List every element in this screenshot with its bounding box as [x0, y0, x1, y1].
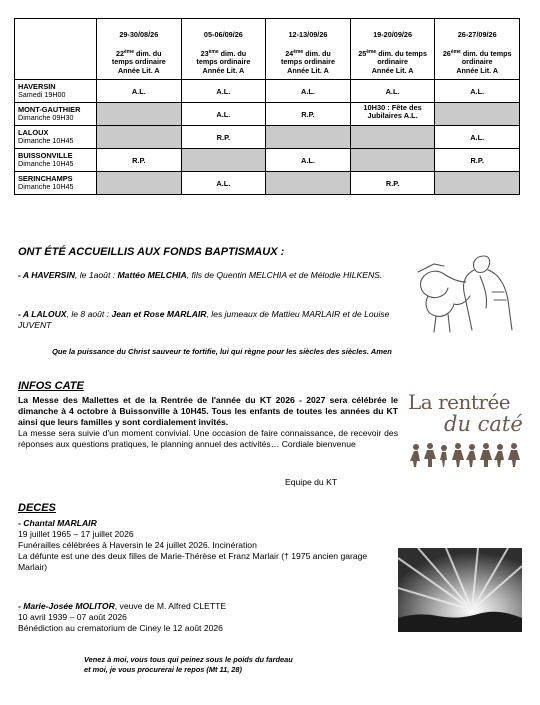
- schedule-row-haversin: [15, 80, 520, 103]
- baptism-haversin: - A HAVERSIN, le 1août : Mattéo MELCHIA, fils de Quentin MELCHIA et de Mélodie HILKENS.: [18, 270, 383, 280]
- deces-quote: Venez à moi, vous tous qui peinez sous le poids du fardeau et moi, je vous procurerai le repos (Mt 11, 28): [84, 655, 293, 674]
- place-cell: BUISSONVILLE Dimanche 10H45: [15, 149, 97, 172]
- schedule-row-laloux: [15, 126, 520, 149]
- week-header: 26-27/09/26 26ème dim. du temps ordinaire Année Lit. A: [435, 19, 520, 80]
- schedule-cell: R.P.: [97, 149, 182, 172]
- deces-title: DECES: [18, 502, 56, 514]
- baptism-title: ONT ÉTÉ ACCUEILLIS AUX FONDS BAPTISMAUX :: [18, 246, 285, 258]
- week-header: 19-20/09/26 25ème dim. du temps ordinaire Année Lit. A: [350, 19, 435, 80]
- schedule-cell: A.L.: [266, 80, 351, 103]
- cate-signature: Equipe du KT: [285, 477, 338, 487]
- schedule-cell-empty: [266, 126, 351, 149]
- light-rays-photo: [398, 548, 522, 632]
- schedule-cell-empty: [435, 172, 520, 195]
- schedule-cell: A.L.: [181, 172, 266, 195]
- schedule-cell: A.L.: [266, 149, 351, 172]
- baptism-laloux: - A LALOUX, le 8 août : Jean et Rose MARLAIR, les jumeaux de Mattieu MARLAIR et de Louise JUVENT: [18, 309, 390, 330]
- schedule-cell-jubilee: 10H30 : Fête des Jubilaires A.L.: [350, 103, 435, 126]
- place-cell: HAVERSIN Samedi 19H00: [15, 80, 97, 103]
- schedule-corner-cell: [15, 19, 97, 80]
- cate-title: INFOS CATE: [18, 380, 84, 392]
- schedule-cell-empty: [97, 126, 182, 149]
- schedule-header-row: [15, 19, 520, 80]
- schedule-row-mont-gauthier: [15, 103, 520, 126]
- schedule-cell-empty: [266, 172, 351, 195]
- schedule-cell: R.P.: [435, 149, 520, 172]
- schedule-cell: A.L.: [350, 80, 435, 103]
- schedule-cell-empty: [181, 149, 266, 172]
- schedule-cell: R.P.: [350, 172, 435, 195]
- mass-schedule-table: [14, 18, 520, 195]
- schedule-row-serinchamps: [15, 172, 520, 195]
- schedule-cell-empty: [435, 103, 520, 126]
- schedule-cell: A.L.: [181, 80, 266, 103]
- week-header: 29-30/08/26 22ème dim. du temps ordinaire Année Lit. A: [97, 19, 182, 80]
- schedule-cell: A.L.: [435, 80, 520, 103]
- schedule-cell: R.P.: [181, 126, 266, 149]
- logo-line-2: du caté: [444, 412, 523, 436]
- rentree-cate-logo: [408, 390, 526, 478]
- schedule-cell-empty: [350, 126, 435, 149]
- week-header: 05-06/09/26 23ème dim. du temps ordinaire Année Lit. A: [181, 19, 266, 80]
- cate-announcement: La Messe des Mallettes et de la Rentrée de l'année du KT 2026 - 2027 sera célébrée le dimanche à 4 octobre à Buissonville à 10H45. Tous les enfants de toutes les années du KT ainsi que leurs familles y sont cordialement invités. La messe sera suivie d'un moment convivial. Une occasion de faire connaissance, de recevoir des réponses aux questions pratiques, le planning annuel des activités… Cordiale bienvenue: [18, 395, 398, 449]
- baptism-illustration: [414, 252, 522, 334]
- logo-line-1: La rentrée: [408, 390, 511, 414]
- schedule-cell-empty: [350, 149, 435, 172]
- schedule-cell-empty: [97, 103, 182, 126]
- schedule-cell: A.L.: [181, 103, 266, 126]
- deces-chantal: - Chantal MARLAIR 19 juillet 1965 – 17 juillet 2026 Funérailles célébrées à Haversin le 24 juillet 2026. Incinération La défunte est une des deux filles de Marie-Thérèse et Franz Marlair († 1975 ancien garage Marlair): [18, 518, 368, 572]
- schedule-cell: A.L.: [97, 80, 182, 103]
- schedule-cell-empty: [97, 172, 182, 195]
- schedule-cell: R.P.: [266, 103, 351, 126]
- deces-marie-josee: - Marie-Josée MOLITOR, veuve de M. Alfred CLETTE 10 avril 1939 – 07 août 2026 Bénédiction au crematorium de Ciney le 12 août 2026: [18, 601, 227, 633]
- schedule-row-buissonville: [15, 149, 520, 172]
- place-cell: SERINCHAMPS Dimanche 10H45: [15, 172, 97, 195]
- place-cell: MONT-GAUTHIER Dimanche 09H30: [15, 103, 97, 126]
- place-cell: LALOUX Dimanche 10H45: [15, 126, 97, 149]
- schedule-cell: A.L.: [435, 126, 520, 149]
- children-silhouettes-icon: [408, 442, 526, 468]
- baptism-blessing: Que la puissance du Christ sauveur te fortifie, lui qui règne pour les siècles des siècles. Amen: [52, 347, 392, 356]
- week-header: 12-13/09/26 24ème dim. du temps ordinaire Année Lit. A: [266, 19, 351, 80]
